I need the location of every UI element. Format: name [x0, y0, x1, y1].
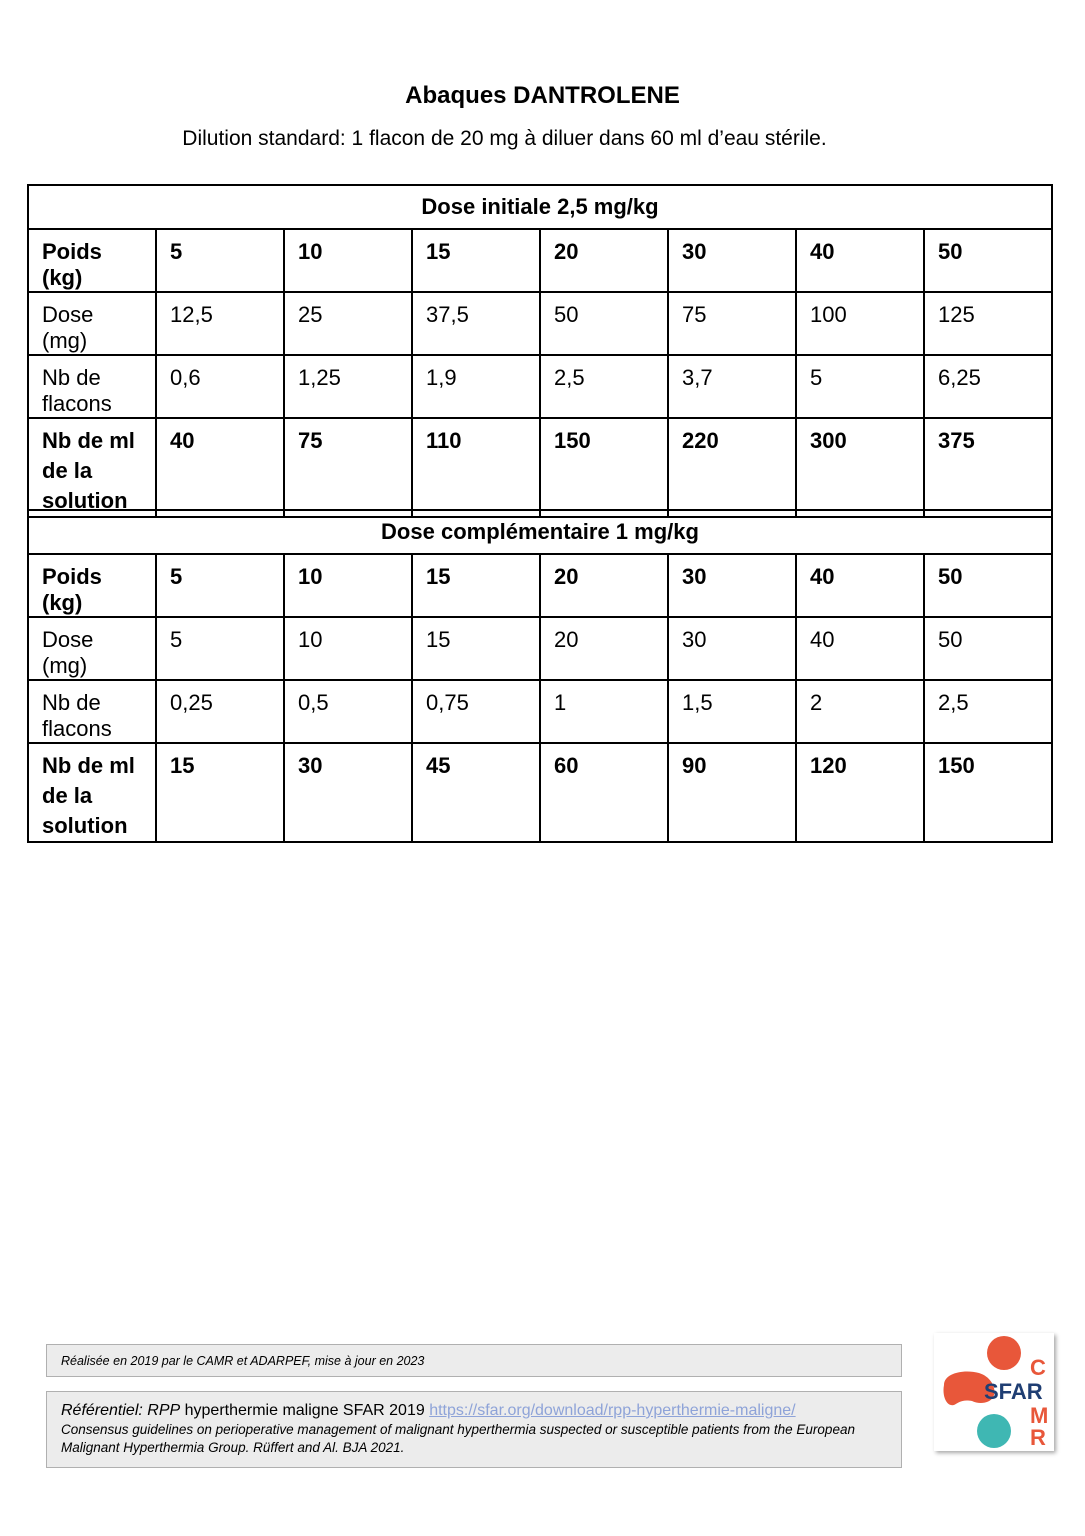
table-cell: 75	[284, 418, 412, 517]
table-cell: 220	[668, 418, 796, 517]
table-cell: 0,75	[412, 680, 540, 743]
table-row	[28, 554, 1052, 617]
reference-text: hyperthermie maligne SFAR 2019	[184, 1402, 425, 1419]
table-caption: Dose initiale 2,5 mg/kg	[28, 185, 1052, 229]
footer-note: Réalisée en 2019 par le CAMR et ADARPEF, mise à jour en 2023	[46, 1344, 902, 1377]
table-cell: 30	[668, 617, 796, 680]
table-cell: 25	[284, 292, 412, 355]
table-cell: 10	[284, 617, 412, 680]
table-cell: 5	[156, 554, 284, 617]
row-label: Nb de ml de la solution	[28, 418, 156, 517]
row-label: Nb de flacons	[28, 355, 156, 418]
table-cell: 2,5	[924, 680, 1052, 743]
page-title: Abaques DANTROLENE	[405, 82, 680, 109]
row-label: Poids (kg)	[28, 229, 156, 292]
table-cell: 1,5	[668, 680, 796, 743]
reference-prefix: Référentiel: RPP	[61, 1402, 181, 1419]
row-label: Dose (mg)	[28, 292, 156, 355]
table-cell: 50	[924, 554, 1052, 617]
table-cell: 40	[796, 554, 924, 617]
table-caption: Dose complémentaire 1 mg/kg	[28, 510, 1052, 554]
table-cell: 5	[156, 617, 284, 680]
sfar-logo-icon	[934, 1333, 1054, 1451]
table-cell: 100	[796, 292, 924, 355]
footer-reference	[46, 1391, 902, 1468]
table-cell: 1	[540, 680, 668, 743]
sfar-camr-logo	[934, 1333, 1054, 1451]
reference-link[interactable]: https://sfar.org/download/rpp-hyperthermie-maligne/	[429, 1402, 796, 1419]
table-cell: 375	[924, 418, 1052, 517]
table-cell: 10	[284, 554, 412, 617]
table-cell: 6,25	[924, 355, 1052, 418]
table-cell: 20	[540, 229, 668, 292]
table-cell: 300	[796, 418, 924, 517]
table-row	[28, 617, 1052, 680]
table-row	[28, 229, 1052, 292]
dose-complementaire-table	[27, 509, 1053, 843]
table-cell: 0,25	[156, 680, 284, 743]
table-cell: 30	[668, 229, 796, 292]
table-cell: 150	[540, 418, 668, 517]
row-label: Nb de ml de la solution	[28, 743, 156, 842]
table-cell: 15	[412, 554, 540, 617]
table-cell: 50	[924, 617, 1052, 680]
table-cell: 40	[796, 617, 924, 680]
table-cell: 15	[412, 617, 540, 680]
table-row	[28, 418, 1052, 517]
logo-letter-c: C	[1030, 1355, 1046, 1380]
table-cell: 20	[540, 554, 668, 617]
table-cell: 110	[412, 418, 540, 517]
table-cell: 60	[540, 743, 668, 842]
table-row	[28, 355, 1052, 418]
table-row	[28, 680, 1052, 743]
table-cell: 1,9	[412, 355, 540, 418]
table-cell: 12,5	[156, 292, 284, 355]
table-cell: 3,7	[668, 355, 796, 418]
table-cell: 40	[156, 418, 284, 517]
table-cell: 10	[284, 229, 412, 292]
table-cell: 15	[156, 743, 284, 842]
reference-citation: Consensus guidelines on perioperative management of malignant hyperthermia suspected or susceptible patients from the European Malignant Hyperthermia Group. Rüffert and Al. BJA 2021.	[61, 1422, 855, 1455]
page-subtitle: Dilution standard: 1 flacon de 20 mg à diluer dans 60 ml d’eau stérile.	[182, 127, 827, 150]
row-label: Dose (mg)	[28, 617, 156, 680]
table-row	[28, 743, 1052, 842]
table-cell: 2,5	[540, 355, 668, 418]
table-cell: 0,6	[156, 355, 284, 418]
table-cell: 45	[412, 743, 540, 842]
logo-text: SFAR	[984, 1379, 1043, 1404]
table-cell: 5	[156, 229, 284, 292]
table-cell: 50	[540, 292, 668, 355]
table-cell: 30	[284, 743, 412, 842]
table-cell: 20	[540, 617, 668, 680]
row-label: Poids (kg)	[28, 554, 156, 617]
logo-letter-r: R	[1030, 1425, 1046, 1450]
table-cell: 2	[796, 680, 924, 743]
table-cell: 50	[924, 229, 1052, 292]
table-cell: 150	[924, 743, 1052, 842]
table-cell: 40	[796, 229, 924, 292]
table-cell: 1,25	[284, 355, 412, 418]
table-row	[28, 292, 1052, 355]
table-cell: 37,5	[412, 292, 540, 355]
dose-initiale-table	[27, 184, 1053, 518]
table-cell: 5	[796, 355, 924, 418]
table-cell: 125	[924, 292, 1052, 355]
table-cell: 90	[668, 743, 796, 842]
table-cell: 30	[668, 554, 796, 617]
table-cell: 75	[668, 292, 796, 355]
table-cell: 0,5	[284, 680, 412, 743]
row-label: Nb de flacons	[28, 680, 156, 743]
table-cell: 15	[412, 229, 540, 292]
table-cell: 120	[796, 743, 924, 842]
logo-letter-m: M	[1030, 1403, 1049, 1428]
